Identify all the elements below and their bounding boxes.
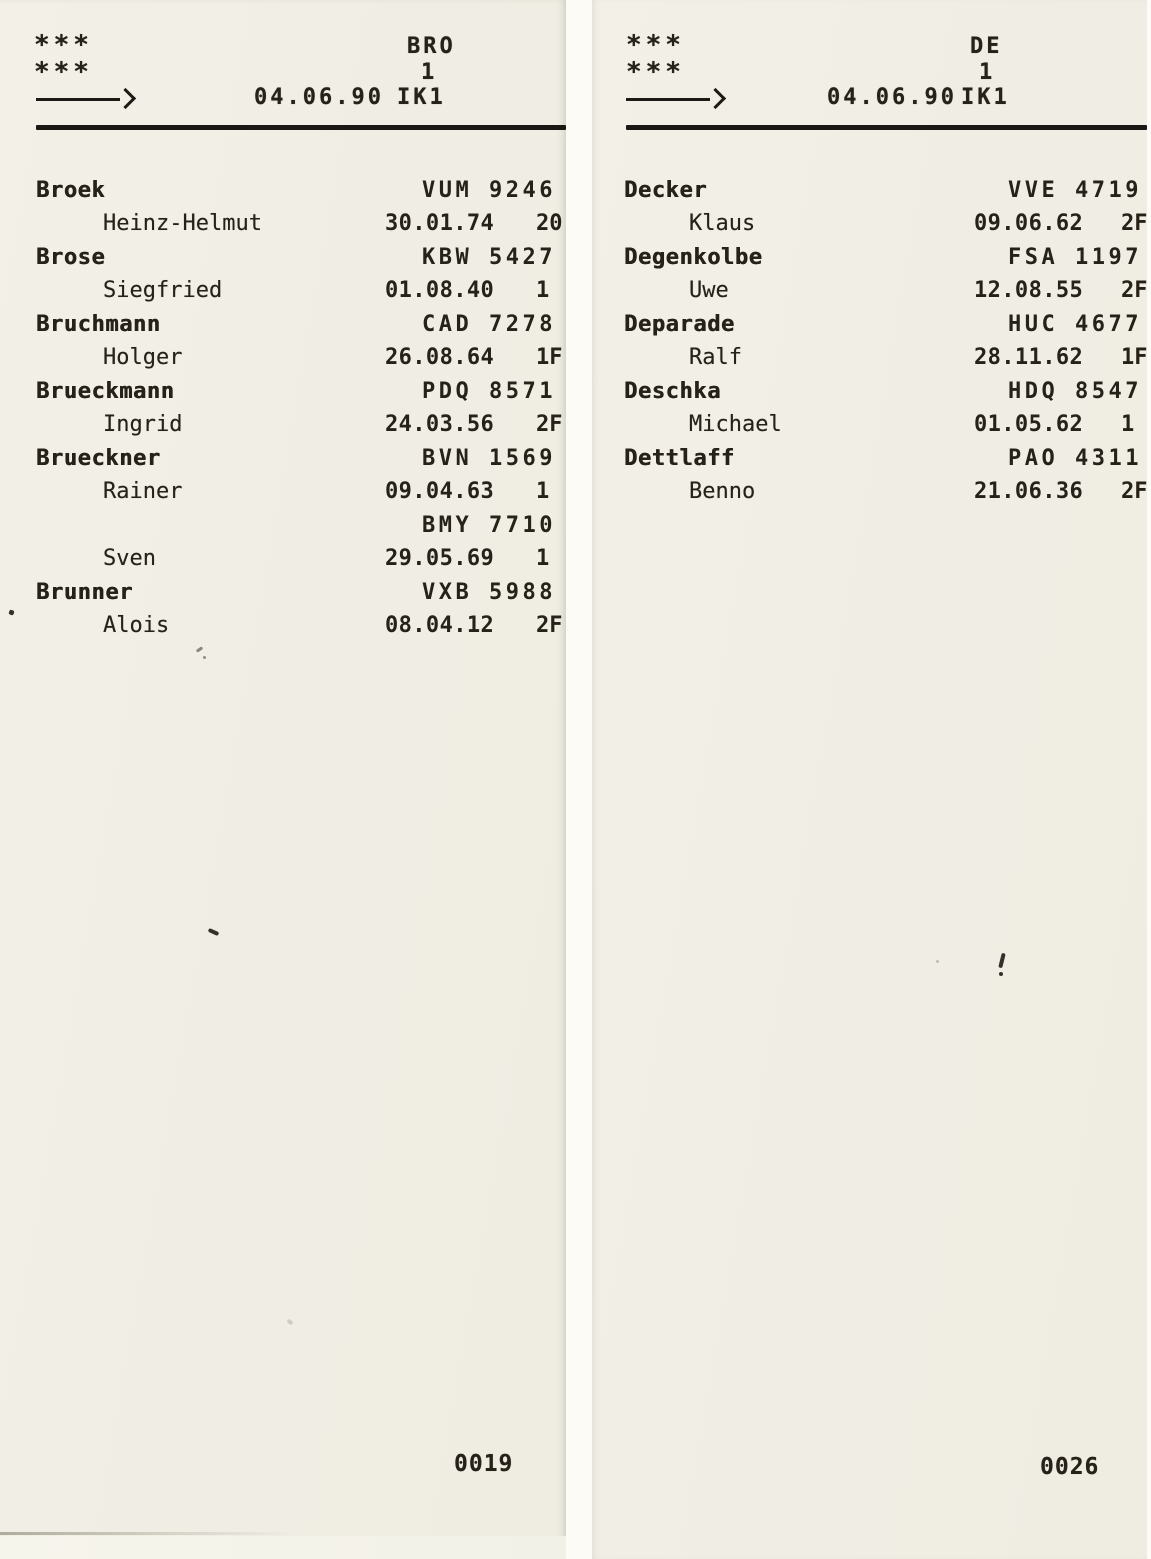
- entry-row: [592, 379, 1147, 409]
- status-code: 2F: [1121, 479, 1147, 504]
- surname: Brunner: [36, 580, 133, 605]
- first-name: Holger: [103, 345, 183, 370]
- plate-code: BMY 7710: [422, 513, 556, 538]
- status-code: 1: [536, 546, 550, 571]
- entry-row: [0, 580, 566, 610]
- header-rule: [626, 125, 1147, 130]
- header-rule: [36, 125, 566, 130]
- entry-row: [0, 278, 566, 308]
- entry-row: [0, 345, 566, 375]
- entry-row: [0, 312, 566, 342]
- plate-code: CAD 7278: [422, 312, 556, 337]
- entry-row: [592, 479, 1147, 509]
- entry-row: [0, 412, 566, 442]
- first-name: Ingrid: [103, 412, 183, 437]
- arrow-line: [626, 98, 710, 101]
- surname: Deschka: [624, 379, 721, 404]
- plate-code: PDQ 8571: [422, 379, 556, 404]
- print-date: 04.06.90: [254, 85, 384, 110]
- entry-row: [0, 613, 566, 643]
- entry-row: [0, 546, 566, 576]
- first-name: Sven: [103, 546, 156, 571]
- entry-row: [0, 379, 566, 409]
- entry-row: [0, 513, 566, 543]
- stars-marker-bottom: ***: [626, 57, 685, 87]
- plate-code: KBW 5427: [422, 245, 556, 270]
- birth-date: 08.04.12: [385, 613, 495, 638]
- status-code: 1: [536, 479, 550, 504]
- entry-row: [592, 345, 1147, 375]
- entry-row: [592, 278, 1147, 308]
- sheet-number: 1: [421, 60, 435, 85]
- scan-speck: [203, 656, 206, 659]
- page-bottom-edge: [0, 1532, 420, 1535]
- stars-marker-top: ***: [34, 30, 93, 60]
- entry-row: [0, 245, 566, 275]
- page-left: [0, 0, 566, 1559]
- birth-date: 30.01.74: [385, 211, 495, 236]
- entry-row: [0, 446, 566, 476]
- entry-row: [0, 178, 566, 208]
- arrow-line: [36, 98, 120, 101]
- plate-code: VUM 9246: [422, 178, 556, 203]
- stars-marker-bottom: ***: [34, 57, 93, 87]
- status-code: 2F: [1121, 278, 1147, 303]
- plate-code: BVN 1569: [422, 446, 556, 471]
- plate-code: HDQ 8547: [1008, 379, 1142, 404]
- plate-code: PAO 4311: [1008, 446, 1142, 471]
- batch-code: IK1: [961, 85, 1010, 110]
- surname: Decker: [624, 178, 708, 203]
- arrow-head: [705, 88, 726, 109]
- page-bottom-strip: [0, 1536, 566, 1559]
- entry-row: [592, 211, 1147, 241]
- page-number: 0026: [1040, 1454, 1100, 1480]
- first-name: Klaus: [689, 211, 756, 236]
- birth-date: 28.11.62: [974, 345, 1084, 370]
- first-name: Ralf: [689, 345, 742, 370]
- birth-date: 29.05.69: [385, 546, 495, 571]
- first-name: Siegfried: [103, 278, 223, 303]
- first-name: Heinz-Helmut: [103, 211, 262, 236]
- plate-code: FSA 1197: [1008, 245, 1142, 270]
- birth-date: 09.04.63: [385, 479, 495, 504]
- first-name: Uwe: [689, 278, 729, 303]
- batch-code: IK1: [397, 85, 446, 110]
- plate-code: VVE 4719: [1008, 178, 1142, 203]
- status-code: 2F: [536, 412, 563, 437]
- first-name: Alois: [103, 613, 170, 638]
- entry-row: [592, 178, 1147, 208]
- scan-speck: [936, 960, 939, 963]
- status-code: 1: [1121, 412, 1135, 437]
- surname: Broek: [36, 178, 106, 203]
- plate-code: HUC 4677: [1008, 312, 1142, 337]
- first-name: Benno: [689, 479, 756, 504]
- birth-date: 01.08.40: [385, 278, 495, 303]
- status-code: 2F: [1121, 211, 1147, 236]
- birth-date: 01.05.62: [974, 412, 1084, 437]
- birth-date: 09.06.62: [974, 211, 1084, 236]
- page-number: 0019: [454, 1451, 514, 1477]
- status-code: 2F: [536, 613, 563, 638]
- list-code: BRO: [407, 34, 456, 59]
- first-name: Rainer: [103, 479, 183, 504]
- birth-date: 12.08.55: [974, 278, 1084, 303]
- surname: Brueckmann: [36, 379, 175, 404]
- entry-row: [592, 412, 1147, 442]
- sheet-number: 1: [979, 60, 993, 85]
- birth-date: 24.03.56: [385, 412, 495, 437]
- status-code: 20: [536, 211, 563, 236]
- surname: Deparade: [624, 312, 735, 337]
- status-code: 1F: [536, 345, 563, 370]
- entry-row: [592, 312, 1147, 342]
- list-code: DE: [970, 34, 1003, 59]
- print-date: 04.06.90: [827, 85, 957, 110]
- entry-row: [592, 245, 1147, 275]
- first-name: Michael: [689, 412, 782, 437]
- arrow-icon: [626, 86, 726, 110]
- birth-date: 21.06.36: [974, 479, 1084, 504]
- surname: Brueckner: [36, 446, 161, 471]
- stars-marker-top: ***: [626, 30, 685, 60]
- entry-row: [592, 446, 1147, 476]
- surname: Bruchmann: [36, 312, 161, 337]
- surname: Brose: [36, 245, 106, 270]
- surname: Dettlaff: [624, 446, 735, 471]
- scan-speck: [999, 972, 1003, 976]
- entry-row: [0, 479, 566, 509]
- surname: Degenkolbe: [624, 245, 763, 270]
- birth-date: 26.08.64: [385, 345, 495, 370]
- plate-code: VXB 5988: [422, 580, 556, 605]
- entry-row: [0, 211, 566, 241]
- status-code: 1: [536, 278, 550, 303]
- arrow-icon: [36, 86, 136, 110]
- page-right: [592, 0, 1147, 1559]
- arrow-head: [115, 88, 136, 109]
- status-code: 1F: [1121, 345, 1147, 370]
